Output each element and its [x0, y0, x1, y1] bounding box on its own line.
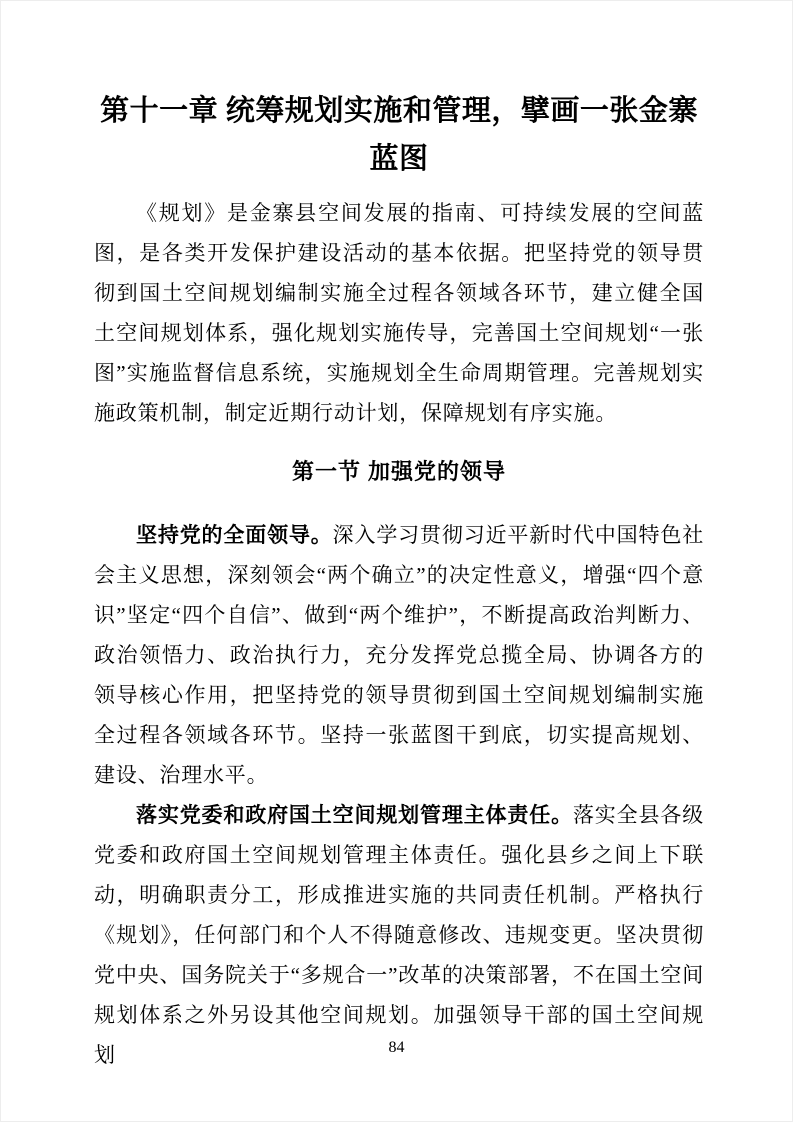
page-content	[94, 87, 704, 1075]
chapter-title: 第十一章 统筹规划实施和管理，擘画一张金寨蓝图	[100, 95, 698, 175]
paragraph-body-text: 落实全县各级党委和政府国土空间规划管理主体责任。强化县乡之间上下联动，明确职责分工，形成推进实施的共同责任机制。严格执行《规划》，任何部门和个人不得随意修改、违规变更。坚决贯彻党中央、国务院关于“多规合一”改革的决策部署，不在国土空间规划体系之外另设其他空间规划。加强领导干部的国土空间规划	[94, 803, 704, 1067]
page-number: 84	[388, 1039, 405, 1056]
paragraph-body-text: 深入学习贯彻习近平新时代中国特色社会主义思想，深刻领会“两个确立”的决定性意义，增强“四个意识”坚定“四个自信”、做到“两个维护”，不断提高政治判断力、政治领悟力、政治执行力，充分发挥党总揽全局、协调各方的领导核心作用，把坚持党的领导贯彻到国土空间规划编制实施全过程各领域各环节。坚持一张蓝图干到底，切实提高规划、建设、治理水平。	[94, 523, 704, 787]
paragraph-lead-sentence: 落实党委和政府国土空间规划管理主体责任。	[136, 803, 573, 827]
paragraph-lead-sentence: 坚持党的全面领导。	[136, 523, 333, 547]
section-heading: 第一节 加强党的领导	[291, 459, 507, 484]
paragraph-party-leadership	[94, 515, 704, 795]
paragraph-responsibility	[94, 795, 704, 1075]
intro-paragraph: 《规划》是金寨县空间发展的指南、可持续发展的空间蓝图，是各类开发保护建设活动的基本依据。把坚持党的领导贯彻到国土空间规划编制实施全过程各领域各环节，建立健全国土空间规划体系，强化规划实施传导，完善国土空间规划“一张图”实施监督信息系统，实施规划全生命周期管理。完善规划实施政策机制，制定近期行动计划，保障规划有序实施。	[94, 201, 704, 425]
